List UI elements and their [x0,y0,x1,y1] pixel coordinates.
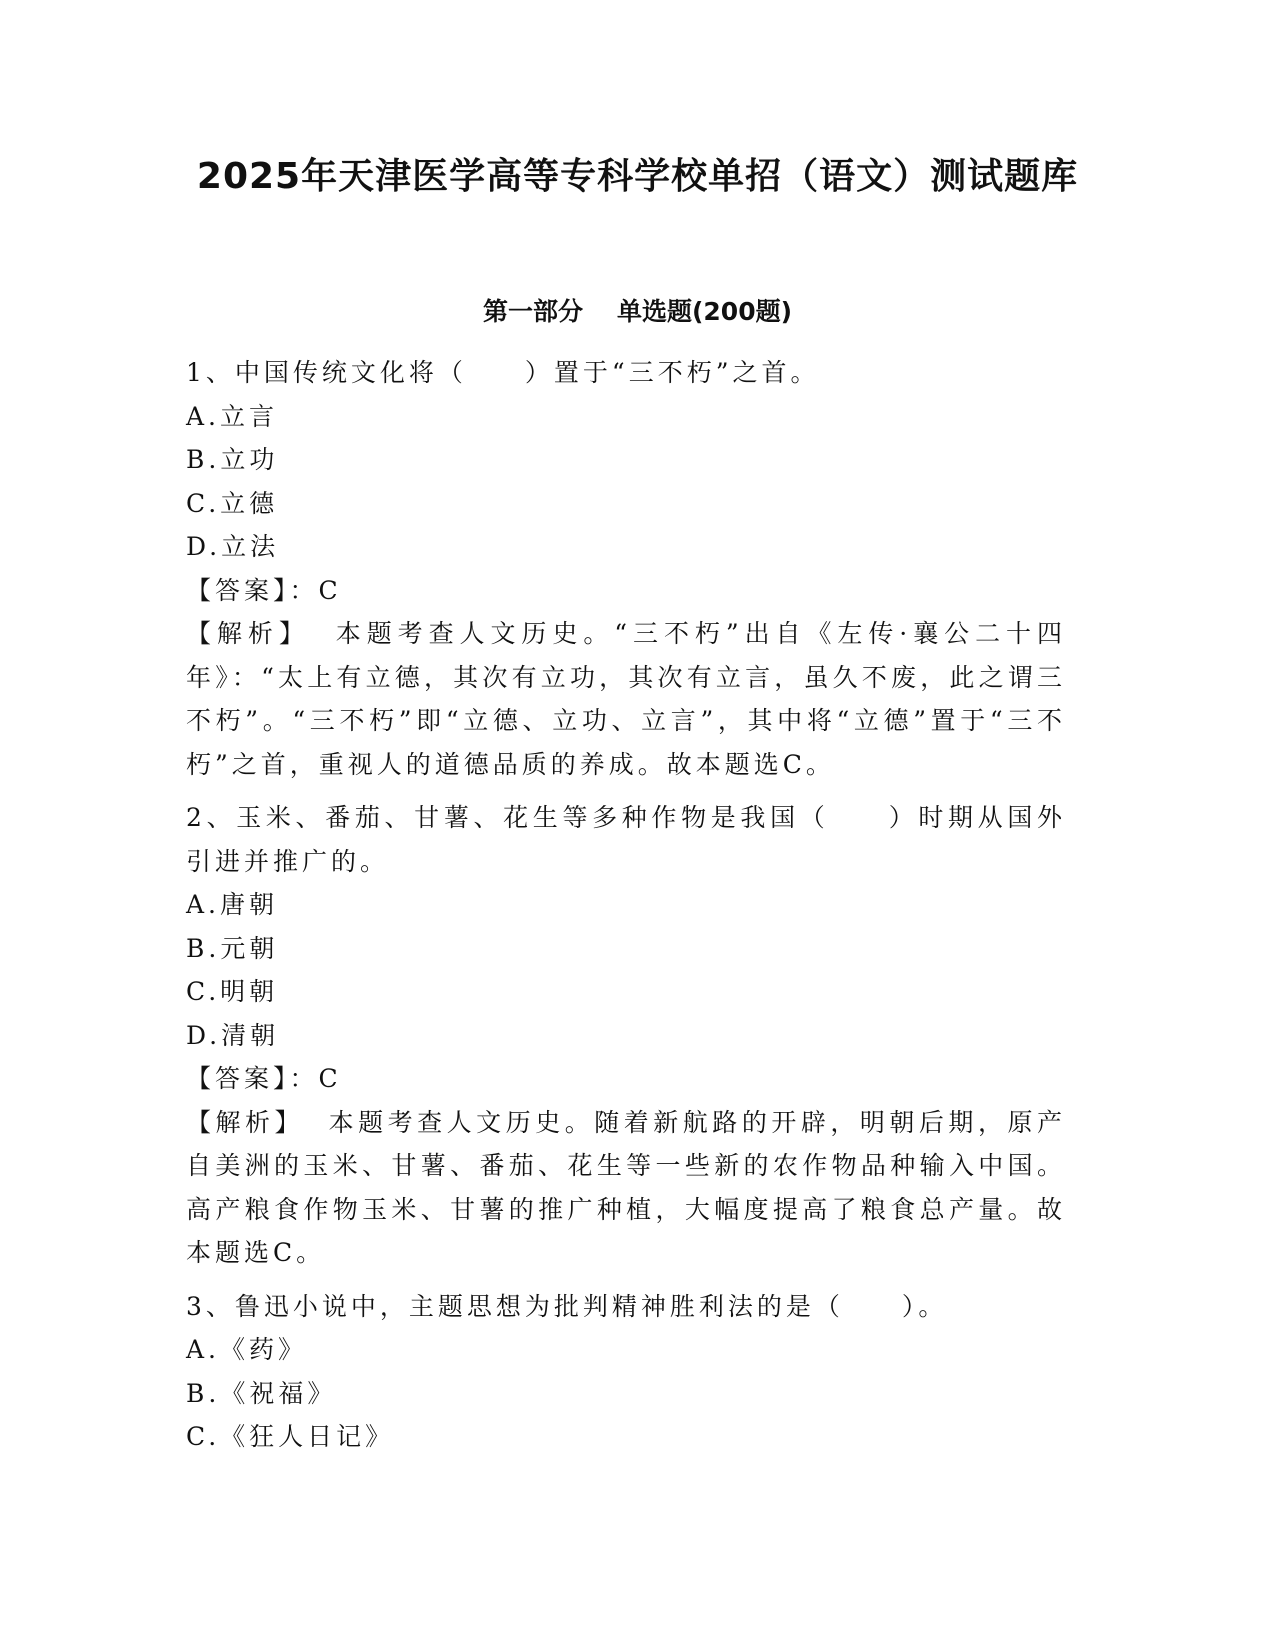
option-a: A.《药》 [186,1335,308,1364]
section-subtitle: 单选题(200题) [616,297,793,326]
option-c: C.《狂人日记》 [186,1422,395,1451]
question-3 [186,1285,1066,1459]
section-title: 第一部分 [482,297,583,326]
analysis-label: 【解析】 [186,1107,305,1137]
analysis-block [186,1101,1066,1275]
analysis-text: 本题考查人文历史。随着新航路的开辟，明朝后期，原产自美洲的玉米、甘薯、番茄、花生等一些新的农作物品种输入中国。高产粮食作物玉米、甘薯的推广种植，大幅度提高了粮食总产量。故本题选C。 [186,1107,1066,1267]
analysis-block [186,612,1066,786]
question-stem: 1、中国传统文化将（ ）置于“三不朽”之首。 [186,358,820,387]
question-1 [186,351,1066,786]
option-b: B.立功 [186,445,279,474]
question-stem: 2、玉米、番茄、甘薯、花生等多种作物是我国（ ）时期从国外引进并推广的。 [186,803,1066,876]
answer-line [186,1057,1066,1101]
option-b: B.元朝 [186,933,279,963]
answer-line [186,569,1066,613]
option-d: D.立法 [186,532,280,561]
answer-label: 【答案】： [186,1064,319,1093]
option-a: A.唐朝 [186,890,279,919]
document-title: 2025年天津医学高等专科学校单招（语文）测试题库 [196,156,1079,197]
section-heading [0,292,1275,328]
option-b: B.《祝福》 [186,1378,337,1408]
option-a: A.立言 [186,401,279,431]
option-c: C.立德 [186,488,279,518]
answer-value: C [318,1064,342,1093]
answer-label: 【答案】： [186,575,319,605]
question-stem: 3、鲁迅小说中，主题思想为批判精神胜利法的是（ ）。 [186,1291,948,1321]
question-2 [186,796,1066,1275]
analysis-label: 【解析】 [186,619,310,648]
answer-value: C [318,575,342,605]
question-list [186,351,1066,1459]
option-c: C.明朝 [186,977,279,1006]
option-d: D.清朝 [186,1020,280,1050]
analysis-text: 本题考查人文历史。“三不朽”出自《左传·襄公二十四年》：“太上有立德，其次有立功，其次有立言，虽久不废，此之谓三不朽”。“三不朽”即“立德、立功、立言”，其中将“立德”置于“三不朽”之首，重视人的道德品质的养成。故本题选C。 [186,619,1066,779]
